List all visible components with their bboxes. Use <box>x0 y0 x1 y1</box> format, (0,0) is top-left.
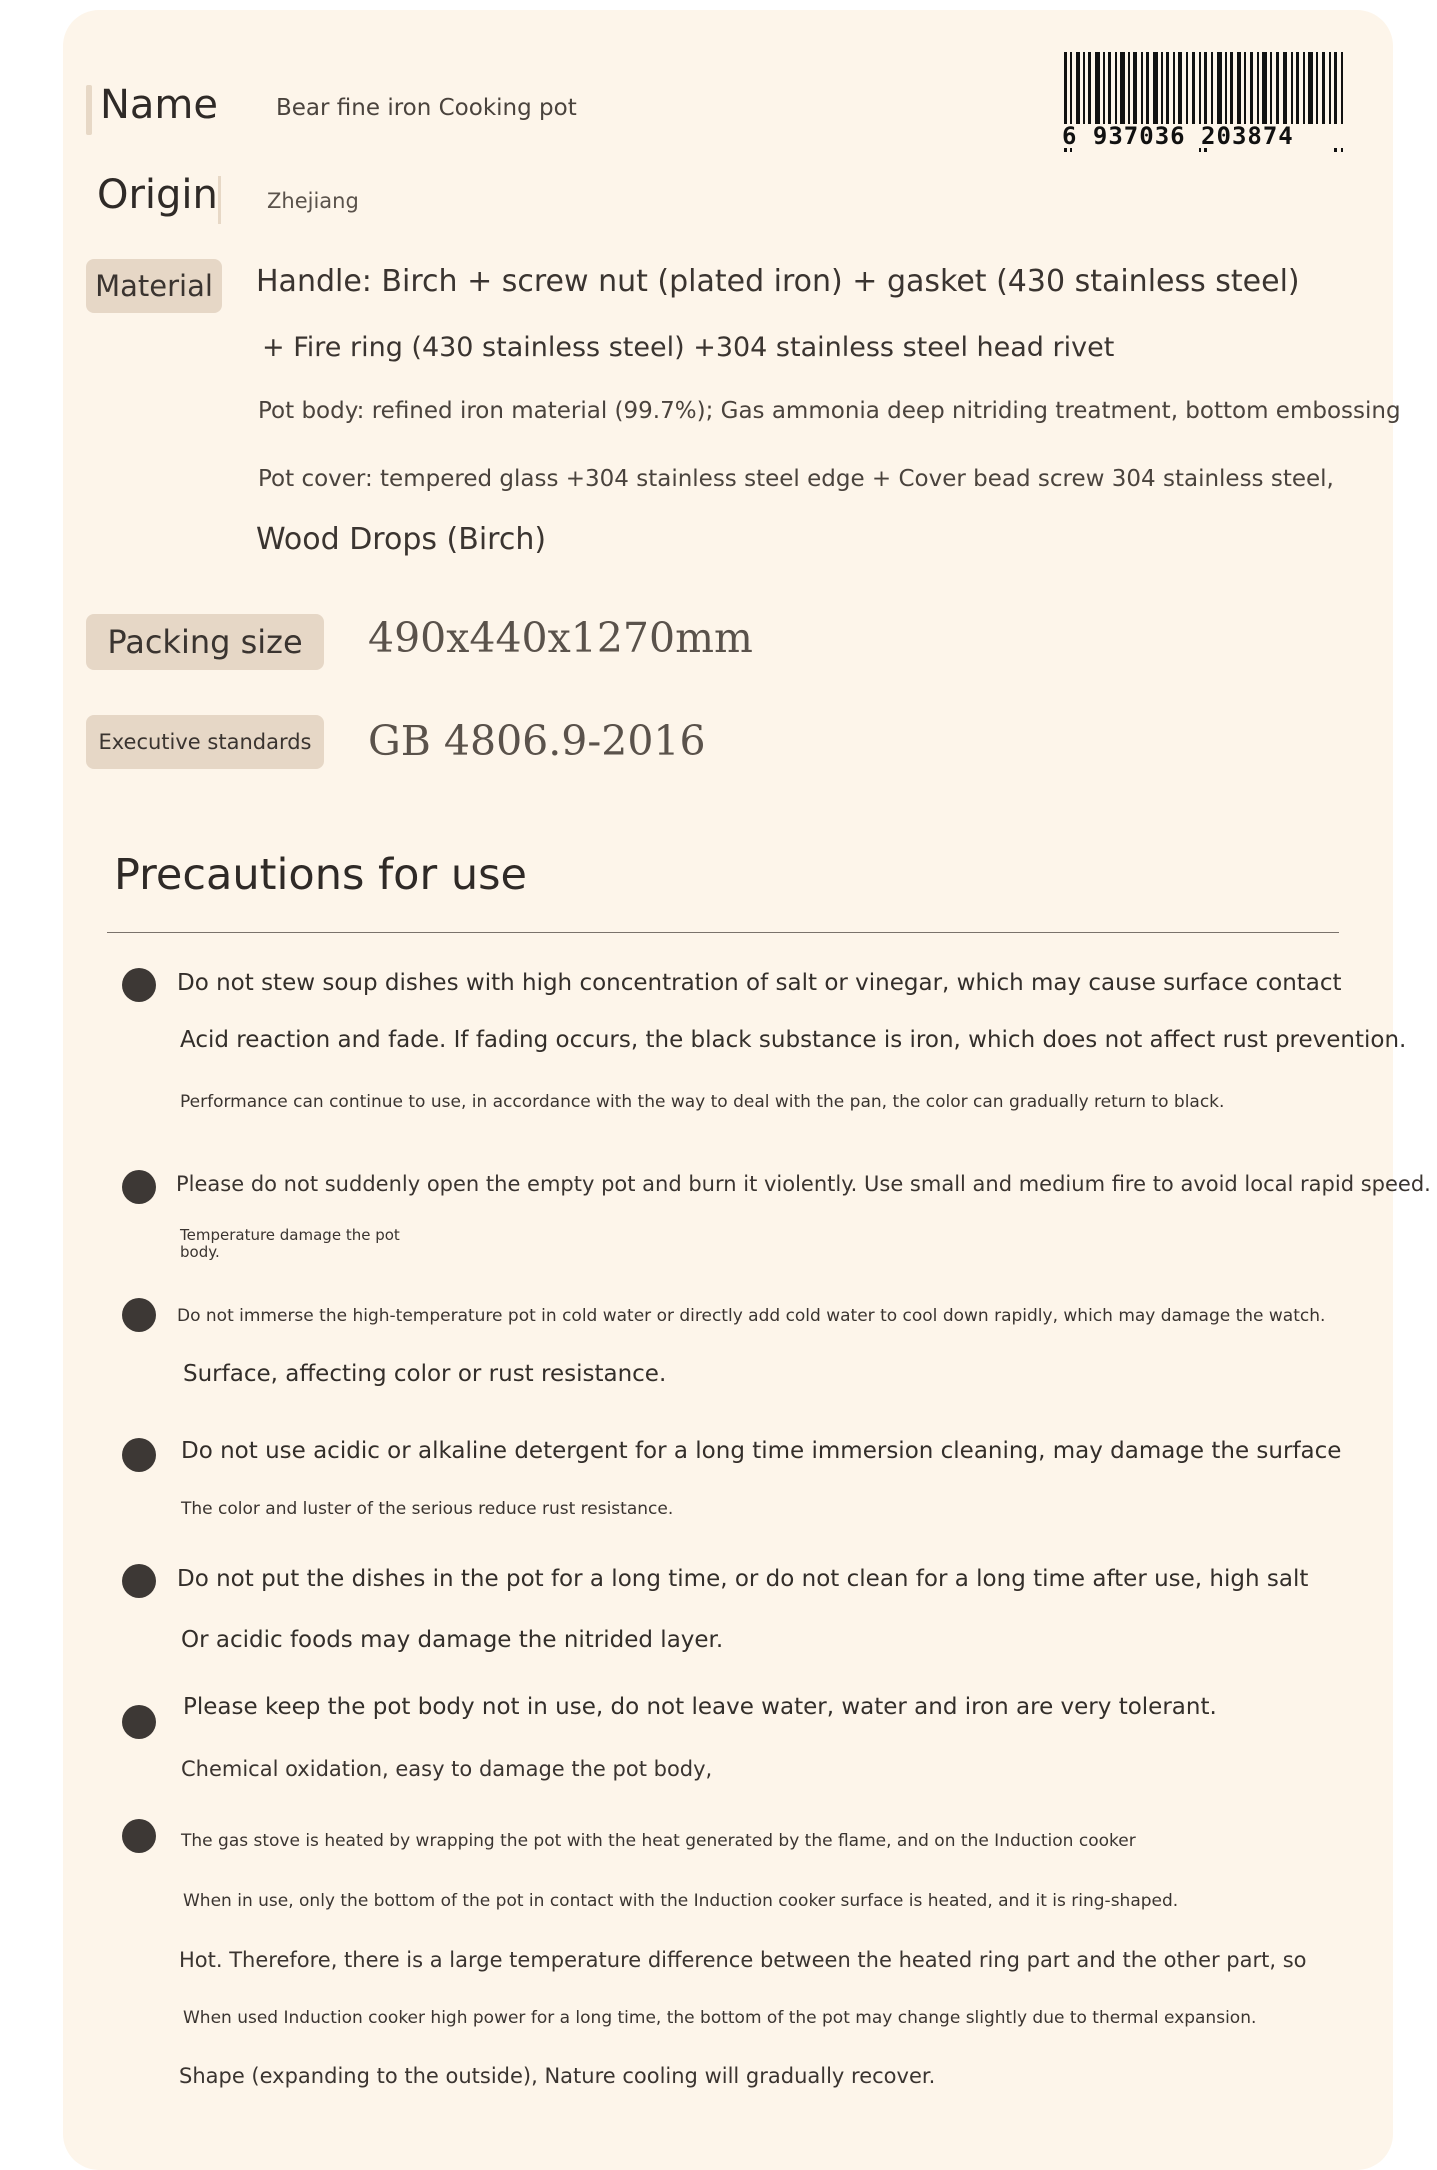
precaution-line: The color and luster of the serious reduce rust resistance. <box>181 1499 674 1519</box>
packing-size-label: Packing size <box>86 614 324 670</box>
material-line: Handle: Birch + screw nut (plated iron) + gasket (430 stainless steel) <box>256 264 1300 299</box>
precaution-line: Do not immerse the high-temperature pot in cold water or directly add cold water to cool down rapidly, which may damage the watch. <box>177 1306 1326 1326</box>
precaution-line: When in use, only the bottom of the pot in contact with the Induction cooker surface is heated, and it is ring-shaped. <box>183 1891 1179 1911</box>
precaution-line: When used Induction cooker high power for a long time, the bottom of the pot may change slightly due to thermal expansion. <box>183 2008 1257 2028</box>
precaution-line: Chemical oxidation, easy to damage the pot body, <box>181 1757 713 1781</box>
name-value: Bear fine iron Cooking pot <box>276 95 577 121</box>
bullet-icon <box>122 968 156 1002</box>
name-accent-bar <box>86 85 92 135</box>
precaution-line: Please keep the pot body not in use, do not leave water, water and iron are very tolerant. <box>183 1694 1217 1720</box>
precaution-line: Temperature damage the pot body. <box>180 1226 400 1261</box>
precaution-line: Do not stew soup dishes with high concentration of salt or vinegar, which may cause surface contact <box>177 970 1342 996</box>
precaution-line: Shape (expanding to the outside), Nature cooling will gradually recover. <box>179 2064 936 2088</box>
bullet-icon <box>122 1564 156 1598</box>
name-label: Name <box>100 82 219 128</box>
executive-standards-label: Executive standards <box>86 715 324 769</box>
packing-size-value: 490x440x1270mm <box>368 614 753 662</box>
bullet-icon <box>122 1819 156 1853</box>
executive-standards-value: GB 4806.9-2016 <box>368 717 706 765</box>
divider <box>107 932 1339 933</box>
bullet-icon <box>122 1705 156 1739</box>
precaution-line: Surface, affecting color or rust resistance. <box>183 1361 667 1387</box>
precaution-line: Acid reaction and fade. If fading occurs, the black substance is iron, which does not affect rust prevention. <box>180 1027 1407 1053</box>
precaution-line: Hot. Therefore, there is a large temperature difference between the heated ring part and the other part, so <box>179 1948 1307 1972</box>
precaution-line: Or acidic foods may damage the nitrided layer. <box>181 1627 724 1653</box>
material-label: Material <box>86 259 222 313</box>
precaution-line: Performance can continue to use, in accordance with the way to deal with the pan, the color can gradually return to black. <box>180 1092 1225 1112</box>
precaution-line: Please do not suddenly open the empty pot and burn it violently. Use small and medium fire to avoid local rapid speed. <box>176 1172 1431 1196</box>
origin-divider <box>218 176 221 224</box>
material-line: Pot body: refined iron material (99.7%); Gas ammonia deep nitriding treatment, bottom embossing <box>258 398 1401 424</box>
precaution-line: The gas stove is heated by wrapping the pot with the heat generated by the flame, and on the Induction cooker <box>181 1831 1136 1851</box>
bullet-icon <box>122 1170 156 1204</box>
barcode-number: 6 937036 203874 <box>1062 124 1348 148</box>
bullet-icon <box>122 1298 156 1332</box>
precaution-line: Do not put the dishes in the pot for a long time, or do not clean for a long time after use, high salt <box>177 1566 1309 1592</box>
material-line: Pot cover: tempered glass +304 stainless steel edge + Cover bead screw 304 stainless steel, <box>258 466 1334 492</box>
bullet-icon <box>122 1438 156 1472</box>
material-line: + Fire ring (430 stainless steel) +304 stainless steel head rivet <box>262 332 1115 363</box>
origin-label: Origin <box>97 172 218 218</box>
precautions-title: Precautions for use <box>114 850 527 900</box>
origin-value: Zhejiang <box>267 189 359 213</box>
material-line: Wood Drops (Birch) <box>256 522 547 557</box>
precaution-line: Do not use acidic or alkaline detergent for a long time immersion cleaning, may damage the surface <box>181 1438 1342 1464</box>
